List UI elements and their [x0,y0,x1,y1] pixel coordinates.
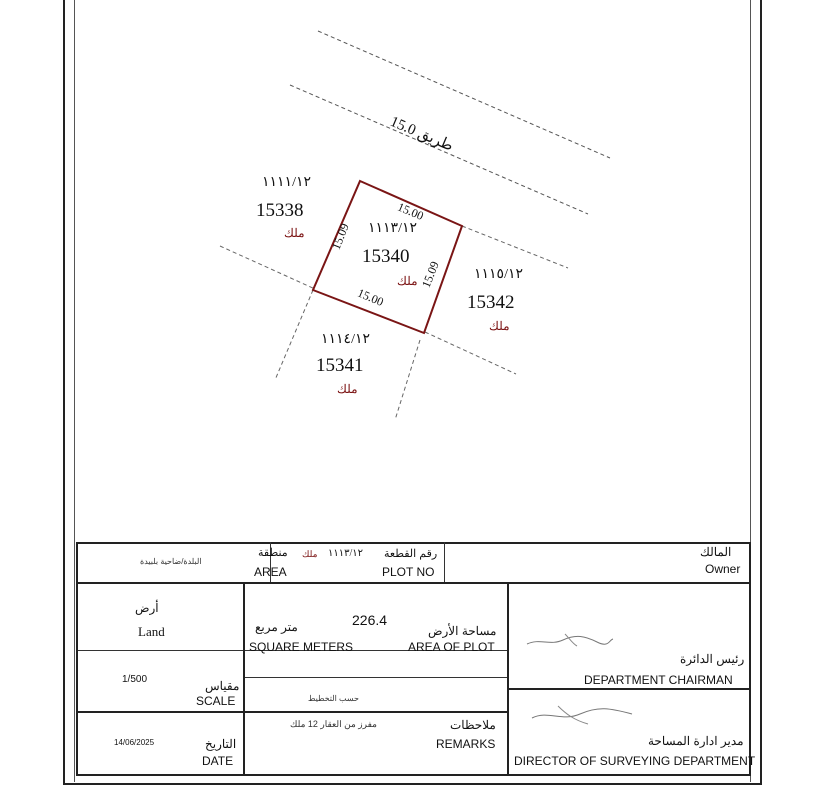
table-border [243,582,245,776]
scale-value: 1/500 [122,674,148,685]
area-of-plot-label: AREA OF PLOT [408,640,495,654]
director-label: DIRECTOR OF SURVEYING DEPARTMENT [514,754,756,768]
table-border [76,582,750,584]
remarks-label: REMARKS [436,737,496,751]
remarks-label-ar: ملاحظات [450,718,496,732]
sqm-label: SQUARE METERS [249,640,354,654]
plot-boundary-line [395,340,420,420]
date-label: DATE [202,754,234,768]
plot-type: ملك [397,274,418,288]
chairman-label: DEPARTMENT CHAIRMAN [584,673,733,687]
area-label: AREA [254,565,287,579]
director-signature [528,702,638,728]
land-type-ar: أرض [135,601,159,615]
side-length-left: 15.09 [328,221,352,252]
scale-label: SCALE [196,694,236,708]
remarks-note: مفرز من العقار 12 ملك [290,719,377,729]
plot-type: ملك [337,382,358,396]
plot-no-value: ١١١٣/١٢ [328,548,364,559]
plot-code: ١١١٣/١٢ [368,221,418,236]
plot-code: ١١١١/١٢ [262,175,312,190]
chairman-label-ar: رئيس الدائرة [680,652,745,666]
plot-number: 15340 [362,246,410,267]
plot-number: 15338 [256,200,304,221]
plot-number: 15341 [316,355,364,376]
road-label: طريق 15.0 [387,113,456,155]
scale-label-ar: مقياس [205,679,240,693]
chairman-signature [525,628,615,652]
plot-boundary-line [425,332,516,374]
area-value: البلدة/ضاحية بلبيدة [140,557,202,566]
plot-boundary-line [220,246,315,289]
director-label-ar: مدير ادارة المساحة [648,734,744,748]
plot-code: ١١١٥/١٢ [474,267,524,282]
plot-boundary-line [462,226,568,268]
table-border [76,542,78,776]
table-divider [444,542,445,582]
land-type: Land [138,624,165,639]
table-divider [244,677,507,678]
plot-no-label: PLOT NO [382,565,435,579]
side-length-right: 15.09 [418,259,442,290]
road-edge-line [318,31,610,158]
area-of-plot-label-ar: مساحة الأرض [428,624,497,638]
table-border [507,582,509,776]
date-label-ar: التاريخ [205,737,237,751]
table-border [749,542,751,776]
area-of-plot-value: 226.4 [352,612,388,628]
plot-boundary-line [275,290,313,380]
plot-no-type: ملك [302,549,318,559]
table-border [76,711,507,713]
sqm-label-ar: متر مربع [255,620,298,634]
table-border [507,688,750,690]
plot-type: ملك [284,226,305,240]
side-length-top: 15.00 [395,199,426,224]
plot-type: ملك [489,319,510,333]
plot-code: ١١١٤/١٢ [321,332,371,347]
plot-number: 15342 [467,292,515,313]
plot-no-label-ar: رقم القطعة [384,548,438,560]
table-border [76,774,750,776]
owner-label-ar: المالك [700,545,732,559]
table-border [76,542,750,544]
side-length-bottom: 15.00 [355,285,386,310]
owner-label: Owner [705,562,741,576]
remarks-note: حسب التخطيط [308,694,359,703]
date-value: 14/06/2025 [114,738,155,747]
area-label-ar: منطقة [258,547,288,559]
